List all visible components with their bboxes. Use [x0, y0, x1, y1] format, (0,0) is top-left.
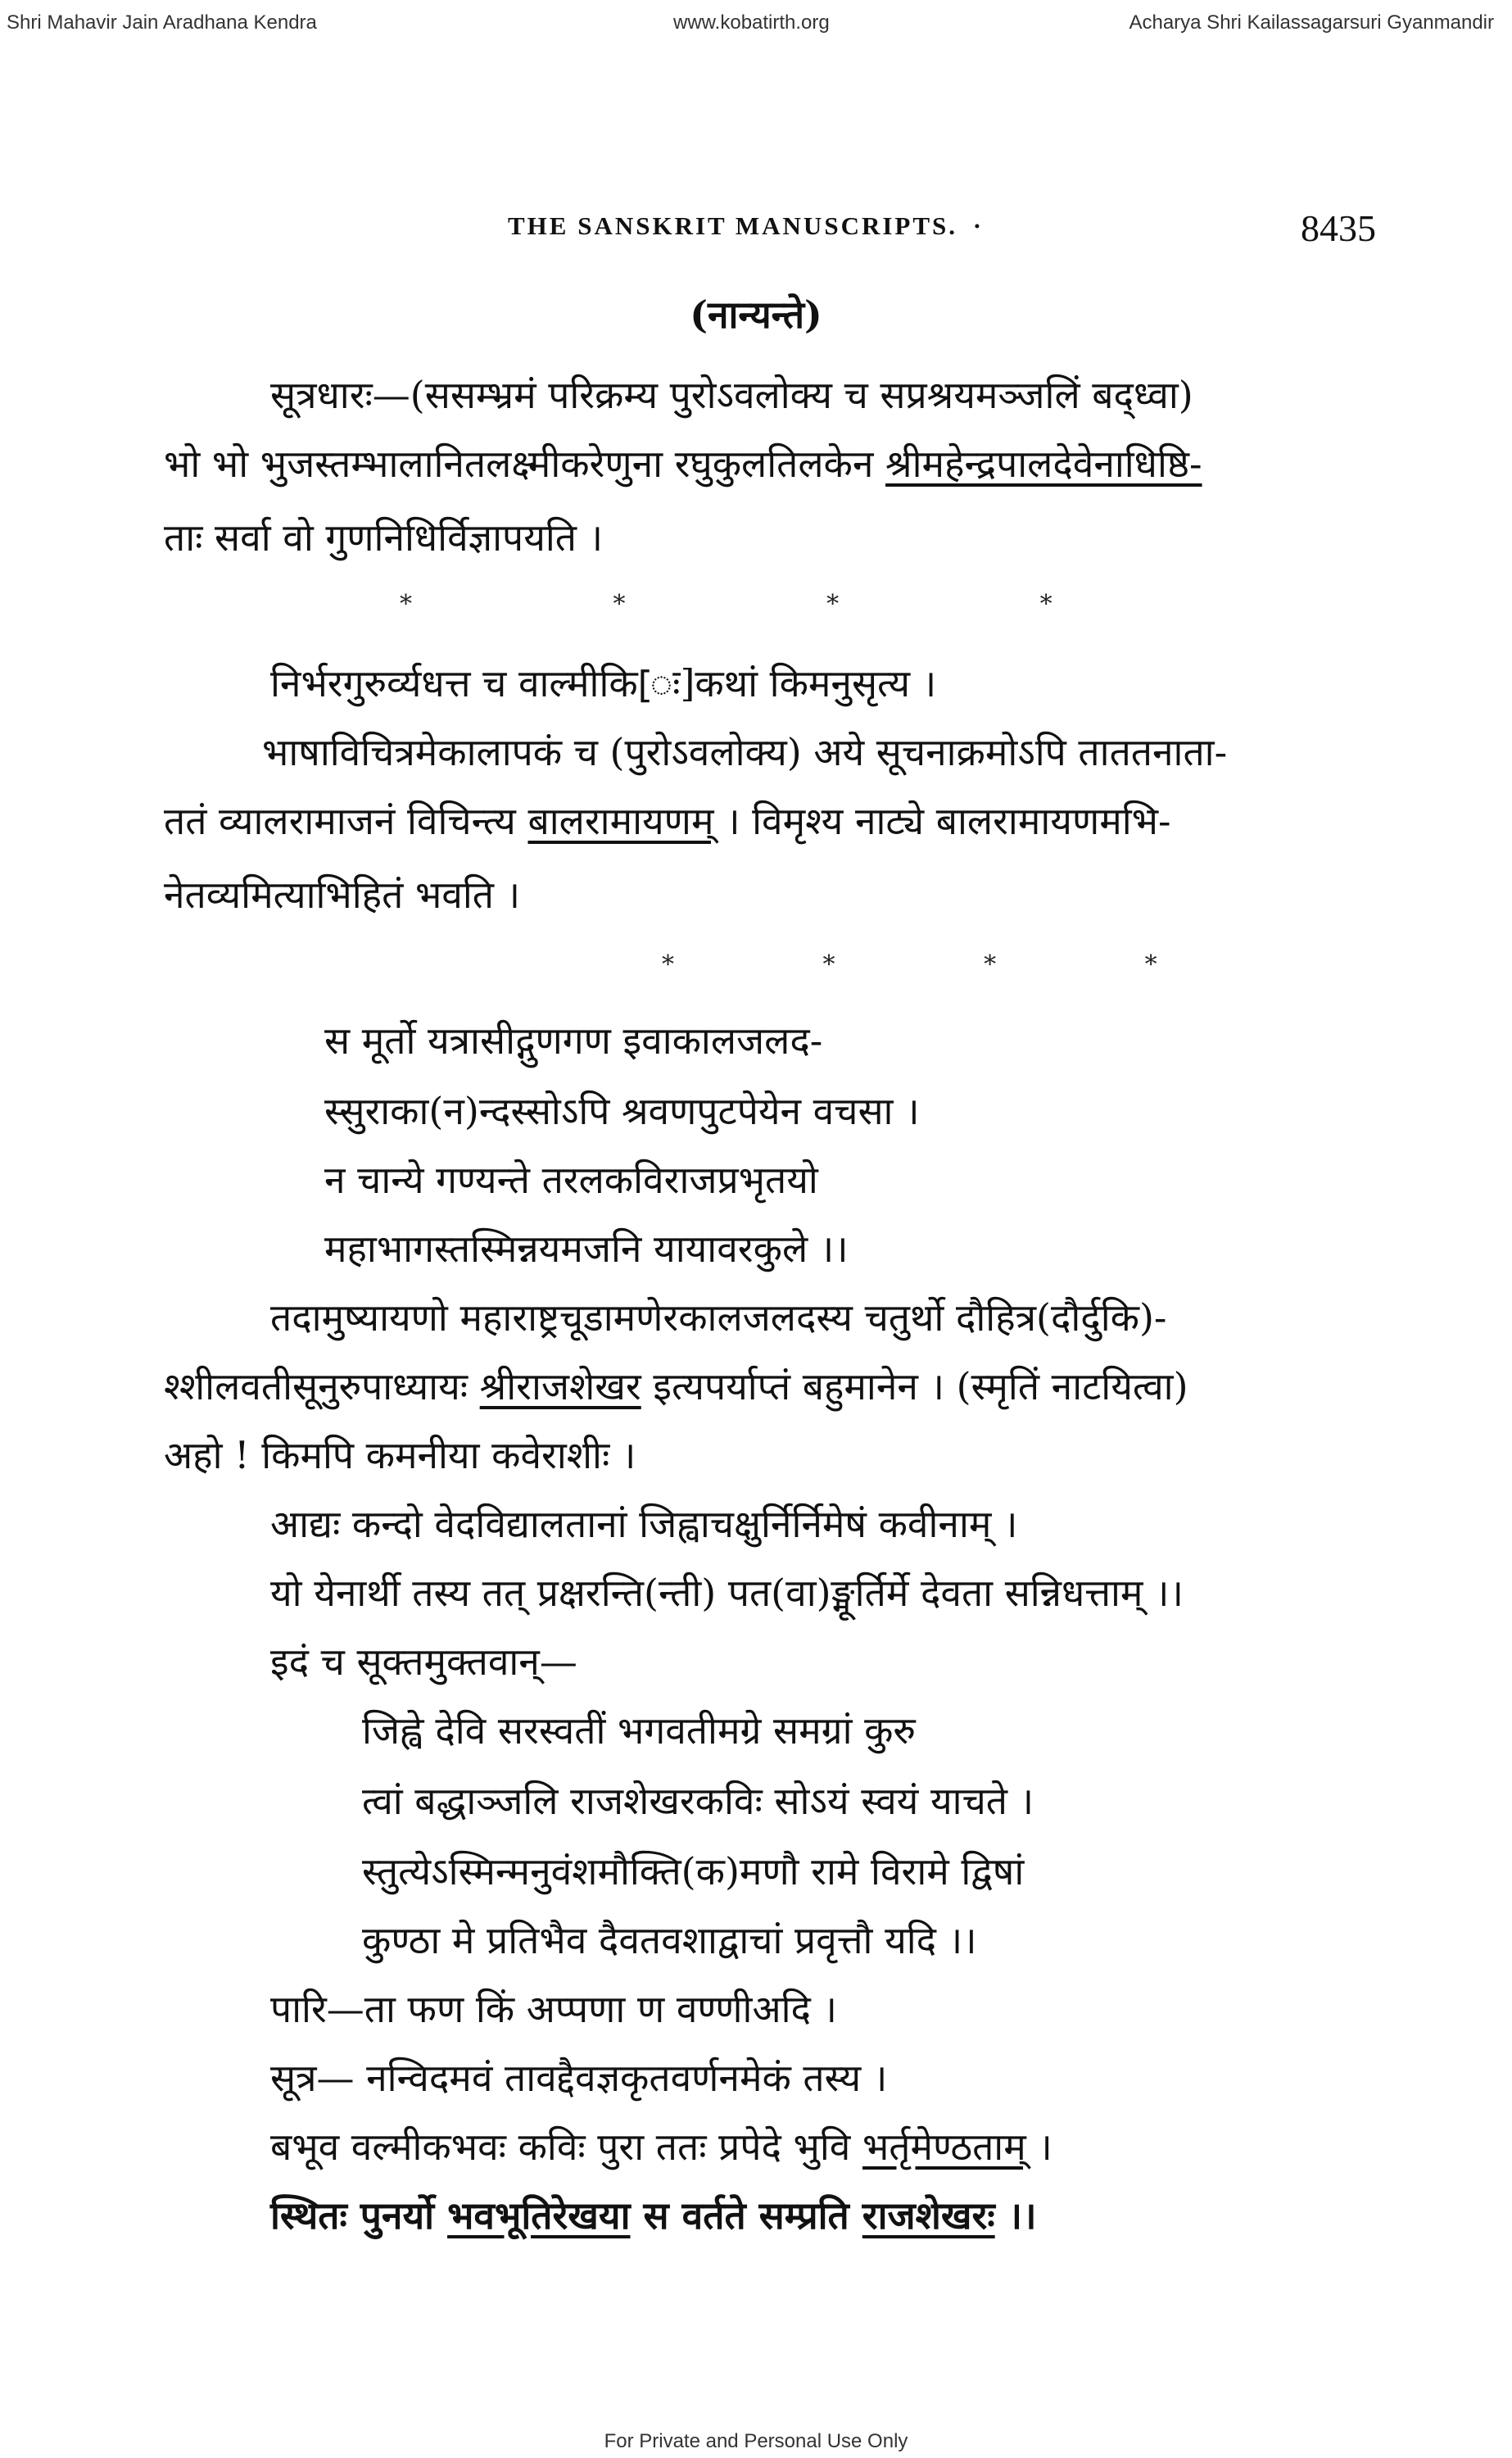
text-line: नेतव्यमित्याभिहितं भवति । [164, 873, 521, 917]
underlined-name: भर्तृमेण्ठताम् [862, 2125, 1026, 2169]
text-segment: श्शीलवतीसूनुरुपाध्यायः [164, 1364, 469, 1408]
text-segment: । [1038, 2125, 1053, 2169]
text-line [164, 796, 1171, 846]
underlined-title: बालरामायणम् [527, 799, 714, 843]
text-line: आद्यः कन्दो वेदविद्यालतानां जिह्वाचक्षुर्निर्निमेषं कवीनाम् । [270, 1502, 1018, 1546]
running-title-mark: · [972, 211, 985, 240]
text-line: यो येनार्थी तस्य तत् प्रक्षरन्ति(न्ती) पत(वा)ङ्मूर्तिर्मे देवता सन्निधत्ताम् ।। [270, 1571, 1184, 1615]
section-separator [662, 950, 1228, 979]
text-line: सूत्र— नन्विदमवं तावद्दैवज्ञकृतवर्णनमेकं तस्य । [270, 2056, 888, 2100]
text-line: ताः सर्वा वो गुणनिधिर्विज्ञापयति । [164, 515, 604, 560]
separator-stars: * * * * [662, 950, 1228, 979]
verse-line: स्तुत्येऽस्मिन्मनुवंशमौक्ति(क)मणौ रामे विरामे द्विषां [362, 1849, 1025, 1893]
text-segment: भो भो भुजस्तम्भालानितलक्ष्मीकरेणुना रघुकुलतिलकेन [164, 442, 874, 486]
text-line: तदामुष्यायणो महाराष्ट्रचूडामणेरकालजलदस्य चतुर्थो दौहित्र(दौर्दुकि)- [270, 1295, 1167, 1340]
running-title [508, 211, 984, 241]
verse-line: स्सुराका(न)न्दस्सोऽपि श्रवणपुटपेयेन वचसा । [324, 1089, 920, 1133]
text-line [270, 2122, 1053, 2171]
verse-line: स मूर्तो यत्रासीद्गुणगण इवाकालजलद- [324, 1018, 823, 1063]
text-line [270, 2191, 1037, 2240]
verse-line: न चान्ये गण्यन्ते तरलकविराजप्रभृतयो [324, 1158, 818, 1202]
text-segment: ततं व्यालरामाजनं विचिन्त्य [164, 799, 516, 843]
header-left-text: Shri Mahavir Jain Aradhana Kendra [7, 11, 317, 34]
text-line: इदं च सूक्तमुक्तवान्— [270, 1639, 577, 1684]
text-line: अहो ! किमपि कमनीया कवेराशीः । [164, 1433, 636, 1477]
text-line [164, 439, 1202, 488]
section-heading: (नान्यन्ते) [690, 293, 822, 337]
header-center-text: www.kobatirth.org [673, 11, 830, 34]
footer-text: For Private and Personal Use Only [604, 2430, 908, 2452]
text-segment: ।। [1007, 2193, 1037, 2238]
verse-line: त्वां बद्धाञ्जलि राजशेखरकविः सोऽयं स्वयं याचते । [362, 1779, 1034, 1823]
underlined-name: श्रीराजशेखर [479, 1364, 641, 1408]
text-line: सूत्रधारः—(ससम्भ्रमं परिक्रम्य पुरोऽवलोक्य च सप्रश्रयमञ्जलिं बद्ध्वा) [270, 373, 1193, 417]
page-number: 8435 [1301, 207, 1376, 249]
running-title-text: THE SANSKRIT MANUSCRIPTS. [508, 211, 958, 240]
running-head [508, 206, 1376, 247]
text-segment: । विमृश्य नाट्ये बालरामायणमभि- [726, 799, 1171, 843]
text-segment: बभूव वल्मीकभवः कविः पुरा ततः प्रपेदे भुवि [270, 2125, 851, 2169]
separator-stars: * * * * [400, 590, 1149, 619]
underlined-name: श्रीमहेन्द्रपालदेवेनाधिष्ठि- [885, 442, 1202, 486]
text-line: पारि—ता फण किं अप्पणा ण वण्णीअदि । [270, 1987, 837, 2031]
verse-line: जिह्वे देवि सरस्वतीं भगवतीमग्रे समग्रां कुरु [362, 1708, 916, 1753]
text-line: भाषाविचित्रमेकालापकं च (पुरोऽवलोक्य) अये सूचनाक्रमोऽपि ताततनाता- [262, 730, 1228, 774]
text-segment: स वर्तते सम्प्रति [643, 2193, 849, 2238]
verse-line: महाभागस्तस्मिन्नयमजनि यायावरकुले ।। [324, 1227, 849, 1271]
underlined-name: राजशेखरः [862, 2193, 995, 2238]
text-segment: इत्यपर्याप्तं बहुमानेन । (स्मृतिं नाटयित्वा) [653, 1364, 1188, 1408]
text-line [164, 1362, 1188, 1411]
underlined-name: भवभूतिरेखया [447, 2193, 631, 2238]
verse-line: कुण्ठा मे प्रतिभैव दैवतवशाद्वाचां प्रवृत्तौ यदि ।। [362, 1918, 977, 1962]
section-separator [400, 590, 1149, 619]
text-line: निर्भरगुरुर्व्यधत्त च वाल्मीकि[ः]कथां किमनुसृत्य । [270, 661, 937, 705]
site-header [0, 11, 1512, 44]
text-segment: स्थितः पुनर्यो [270, 2193, 435, 2238]
header-right-text: Acharya Shri Kailassagarsuri Gyanmandir [1129, 11, 1494, 34]
